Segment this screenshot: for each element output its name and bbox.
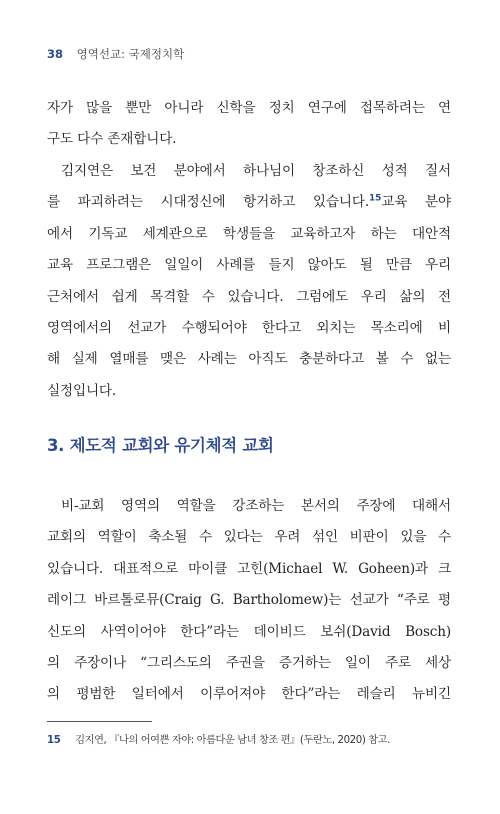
paragraph-non-church (47, 491, 451, 711)
text-line: 비-교회 영역의 역할을 강조하는 본서의 주장에 대해서 (61, 498, 451, 514)
footnote-divider (47, 721, 152, 722)
text-line: 있습니다. 대표적으로 마이클 고힌(Michael W. Goheen)과 크 (47, 560, 451, 577)
text-line: 근처에서 쉽게 목격할 수 있습니다. 그럼에도 우리 삶의 전 (47, 288, 451, 305)
text-line: 실정입니다. (47, 382, 117, 399)
text-line: 의 평범한 일터에서 이루어져야 한다”라는 레슬리 뉴비긴 (47, 686, 451, 703)
running-title: 영역선교: 국제정치학 (76, 47, 185, 61)
text-segment: 를 파괴하려는 시대정신에 항거하고 있습니다. (47, 194, 370, 211)
paragraph-kim-jiyeon (47, 156, 451, 407)
text-line: 영역에서의 선교가 수행되어야 한다고 외치는 목소리에 비 (47, 320, 451, 337)
page-header (47, 46, 184, 62)
text-segment: 교육 분야 (381, 194, 451, 211)
footnote-text: 김지연, 『나의 어여쁜 자야: 아름다운 남녀 창조 편』(두란노, 2020) 참고. (75, 735, 390, 746)
footnote (47, 731, 457, 746)
footnote-number: 15 (47, 735, 61, 746)
text-line: 교육 프로그램은 일일이 사례를 들지 않아도 될 만큼 우리 (47, 257, 451, 274)
text-line: 김지연은 보건 분야에서 하나님이 창조하신 성적 질서 (61, 163, 451, 179)
paragraph-continued (47, 93, 451, 156)
text-line: 구도 다수 존재합니다. (47, 131, 177, 148)
section-heading: 3. 제도적 교회와 유기체적 교회 (47, 436, 274, 455)
footnote-reference[interactable]: 15 (369, 193, 382, 204)
text-line: 신도의 사역이어야 한다”라는 데이비드 보쉬(David Bosch) (47, 623, 451, 640)
text-line: 해 실제 열매를 맺은 사례는 아직도 충분하다고 볼 수 없는 (47, 351, 451, 368)
text-line: 교회의 역할이 축소될 수 있다는 우려 섞인 비판이 있을 수 (47, 529, 451, 546)
page-number: 38 (47, 47, 64, 61)
text-line-with-footnote-ref (47, 187, 451, 218)
text-line: 레이그 바르톨로뮤(Craig G. Bartholomew)는 선교가 “주로 평 (47, 592, 451, 609)
text-line: 자가 많을 뿐만 아니라 신학을 정치 연구에 접목하려는 연 (47, 100, 451, 116)
text-line: 에서 기독교 세계관으로 학생들을 교육하고자 하는 대안적 (47, 225, 451, 242)
text-line: 의 주장이나 “그리스도의 주권을 증거하는 일이 주로 세상 (47, 655, 451, 672)
